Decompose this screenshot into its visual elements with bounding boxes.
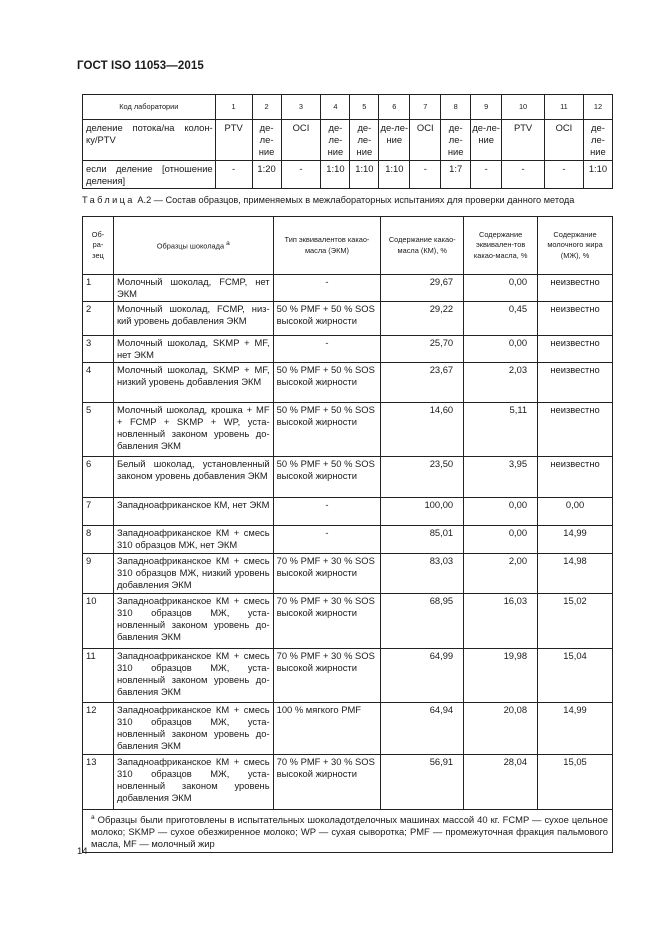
milk-fat-cell: 15,04 — [538, 649, 613, 703]
ekm-content-cell: 2,03 — [464, 363, 538, 403]
split-ratio-label: если деление [отношение деления] — [83, 161, 216, 189]
ekm-type-cell: 50 % PMF + 50 % SOS высокой жирности — [273, 457, 381, 498]
cocoa-butter-cell: 85,01 — [381, 526, 464, 554]
sample-number-cell: 6 — [83, 457, 114, 498]
sample-number-cell: 10 — [83, 594, 114, 649]
sample-description-cell: Западноафриканское КМ, нет ЭКМ — [113, 498, 273, 526]
composition-row — [83, 498, 613, 526]
cocoa-butter-cell: 64,94 — [381, 703, 464, 755]
footnote-row — [83, 810, 613, 853]
composition-row — [83, 457, 613, 498]
footnote — [83, 810, 613, 853]
sample-number-cell: 1 — [83, 275, 114, 302]
ekm-type-cell: 70 % PMF + 30 % SOS высокой жирности — [273, 755, 381, 810]
ekm-content-cell: 0,00 — [464, 336, 538, 363]
split-ratio-cell: - — [471, 161, 502, 189]
split-ratio-cell: 1:10 — [379, 161, 410, 189]
split-mode-cell: PTV — [502, 120, 545, 161]
ekm-type-cell: 70 % PMF + 30 % SOS высокой жирности — [273, 554, 381, 594]
lab-code: 12 — [583, 95, 612, 120]
split-mode-cell: OCI — [545, 120, 584, 161]
sample-description-cell: Молочный шоколад, FCMP, нет ЭКМ — [113, 275, 273, 302]
composition-header-row — [83, 217, 613, 275]
split-mode-cell: OCI — [281, 120, 321, 161]
cocoa-butter-cell: 25,70 — [381, 336, 464, 363]
ekm-type-cell: 70 % PMF + 30 % SOS высокой жирности — [273, 594, 381, 649]
milk-fat-cell: неизвестно — [538, 336, 613, 363]
split-mode-cell: де-ле-ние — [471, 120, 502, 161]
header-sample-note: а — [226, 240, 230, 248]
sample-description-cell: Молочный шоколад, SKMP + MF, низкий уровень добавления ЭКМ — [113, 363, 273, 403]
sample-number-cell: 12 — [83, 703, 114, 755]
sample-composition-table — [82, 216, 613, 853]
header-sample-number: Об-ра-зец — [83, 217, 114, 275]
cocoa-butter-cell: 64,99 — [381, 649, 464, 703]
cocoa-butter-cell: 56,91 — [381, 755, 464, 810]
ekm-content-cell: 28,04 — [464, 755, 538, 810]
sample-description-cell: Молочный шоколад, SKMP + MF, нет ЭКМ — [113, 336, 273, 363]
ekm-content-cell: 16,03 — [464, 594, 538, 649]
split-ratio-cell: - — [281, 161, 321, 189]
sample-number-cell: 7 — [83, 498, 114, 526]
split-mode-cell: де-ле-ние — [252, 120, 281, 161]
sample-number-cell: 3 — [83, 336, 114, 363]
ekm-content-cell: 0,45 — [464, 302, 538, 336]
composition-row — [83, 363, 613, 403]
composition-row — [83, 649, 613, 703]
milk-fat-cell: 0,00 — [538, 498, 613, 526]
header-ekm-content: Содержание эквивален-тов какао-масла, % — [464, 217, 538, 275]
ekm-type-cell: - — [273, 336, 381, 363]
cocoa-butter-cell: 29,67 — [381, 275, 464, 302]
split-ratio-cell: 1:7 — [441, 161, 471, 189]
milk-fat-cell: 15,05 — [538, 755, 613, 810]
lab-code: 8 — [441, 95, 471, 120]
cocoa-butter-cell: 14,60 — [381, 403, 464, 457]
ekm-type-cell: 100 % мягкого PMF — [273, 703, 381, 755]
composition-row — [83, 594, 613, 649]
split-mode-row — [83, 120, 613, 161]
table-caption-text: А.2 — Состав образцов, применяемых в межлабораторных испытаниях для проверки данного метода — [137, 195, 575, 205]
lab-code: 1 — [215, 95, 252, 120]
sample-number-cell: 9 — [83, 554, 114, 594]
cocoa-butter-cell: 23,67 — [381, 363, 464, 403]
composition-row — [83, 554, 613, 594]
lab-code: 4 — [321, 95, 350, 120]
ekm-type-cell: 50 % PMF + 50 % SOS высокой жирности — [273, 403, 381, 457]
lab-code: 11 — [545, 95, 584, 120]
sample-description-cell: Западноафриканское КМ + смесь 310 образцов МЖ, низкий уровень добавления ЭКМ — [113, 554, 273, 594]
lab-code-header-label: Код лаборатории — [83, 95, 216, 120]
milk-fat-cell: неизвестно — [538, 457, 613, 498]
sample-description-cell: Западноафриканское КМ + смесь 310 образцов МЖ, уста-новленный законом уровень до-бавления ЭКМ — [113, 594, 273, 649]
ekm-type-cell: - — [273, 526, 381, 554]
lab-code: 5 — [350, 95, 379, 120]
ekm-type-cell: - — [273, 498, 381, 526]
split-ratio-cell: - — [215, 161, 252, 189]
composition-row — [83, 403, 613, 457]
sample-description-cell: Молочный шоколад, крошка + MF + FCMP + SKMP + WP, уста-новленный законом уровень до-бавления ЭКМ — [113, 403, 273, 457]
split-ratio-cell: - — [545, 161, 584, 189]
sample-number-cell: 8 — [83, 526, 114, 554]
ekm-type-cell: - — [273, 275, 381, 302]
milk-fat-cell: неизвестно — [538, 275, 613, 302]
sample-number-cell: 5 — [83, 403, 114, 457]
ekm-content-cell: 2,00 — [464, 554, 538, 594]
ekm-type-cell: 70 % PMF + 30 % SOS высокой жирности — [273, 649, 381, 703]
header-ekm-type: Тип эквивалентов какао-масла (ЭКМ) — [273, 217, 381, 275]
milk-fat-cell: неизвестно — [538, 302, 613, 336]
split-mode-cell: де-ле-ние — [321, 120, 350, 161]
lab-code-header-row — [83, 95, 613, 120]
split-mode-cell: де-ле-ние — [441, 120, 471, 161]
composition-row — [83, 755, 613, 810]
lab-code: 3 — [281, 95, 321, 120]
table-caption-prefix: Таблица — [82, 195, 135, 205]
milk-fat-cell: неизвестно — [538, 363, 613, 403]
split-ratio-row — [83, 161, 613, 189]
sample-description-cell: Молочный шоколад, FCMP, низ-кий уровень добавления ЭКМ — [113, 302, 273, 336]
footnote-mark: а — [91, 814, 95, 821]
composition-row — [83, 703, 613, 755]
milk-fat-cell: 14,98 — [538, 554, 613, 594]
lab-code: 7 — [410, 95, 441, 120]
ekm-content-cell: 0,00 — [464, 275, 538, 302]
ekm-content-cell: 3,95 — [464, 457, 538, 498]
sample-description-cell: Белый шоколад, установленный законом уровень добавления ЭКМ — [113, 457, 273, 498]
split-ratio-cell: 1:10 — [350, 161, 379, 189]
header-milk-fat: Содержание молочного жира (МЖ), % — [538, 217, 613, 275]
header-sample-label: Образцы шоколада — [156, 241, 225, 251]
ekm-content-cell: 20,08 — [464, 703, 538, 755]
milk-fat-cell: 15,02 — [538, 594, 613, 649]
ekm-content-cell: 5,11 — [464, 403, 538, 457]
ekm-content-cell: 0,00 — [464, 526, 538, 554]
sample-number-cell: 11 — [83, 649, 114, 703]
sample-description-cell: Западноафриканское КМ + смесь 310 образцов МЖ, уста-новленный законом уровень до-бавления ЭКМ — [113, 703, 273, 755]
cocoa-butter-cell: 68,95 — [381, 594, 464, 649]
split-ratio-cell: 1:10 — [321, 161, 350, 189]
sample-description-cell: Западноафриканское КМ + смесь 310 образцов МЖ, нет ЭКМ — [113, 526, 273, 554]
cocoa-butter-cell: 83,03 — [381, 554, 464, 594]
ekm-type-cell: 50 % PMF + 50 % SOS высокой жирности — [273, 302, 381, 336]
lab-code: 9 — [471, 95, 502, 120]
split-mode-cell: де-ле-ние — [350, 120, 379, 161]
milk-fat-cell: неизвестно — [538, 403, 613, 457]
sample-description-cell: Западноафриканское КМ + смесь 310 образцов МЖ, уста-новленный законом уровень добавления ЭКМ — [113, 755, 273, 810]
composition-row — [83, 526, 613, 554]
split-ratio-cell: - — [410, 161, 441, 189]
lab-code: 2 — [252, 95, 281, 120]
split-mode-label: деление потока/на колон-ку/PTV — [83, 120, 216, 161]
header-sample — [113, 217, 273, 275]
split-mode-cell: OCI — [410, 120, 441, 161]
footnote-text: Образцы были приготовлены в испытательных шоколадотделочных машинах массой 40 кг. FCMP — сухое цельное молоко; SKMP — сухое обезжиренное молоко; WP — сухая сыворотка; PMF — промежуточная фракция пальмового масла, MF — молочный жир — [91, 814, 608, 850]
ekm-content-cell: 0,00 — [464, 498, 538, 526]
split-ratio-cell: 1:10 — [583, 161, 612, 189]
header-cocoa-butter: Содержание какао-масла (КМ), % — [381, 217, 464, 275]
sample-number-cell: 2 — [83, 302, 114, 336]
document-title: ГОСТ ISO 11053—2015 — [77, 60, 204, 72]
lab-code: 6 — [379, 95, 410, 120]
split-ratio-cell: - — [502, 161, 545, 189]
lab-code: 10 — [502, 95, 545, 120]
cocoa-butter-cell: 23,50 — [381, 457, 464, 498]
page-number: 14 — [77, 846, 88, 857]
cocoa-butter-cell: 29,22 — [381, 302, 464, 336]
composition-row — [83, 336, 613, 363]
split-mode-cell: де-ле-ние — [379, 120, 410, 161]
lab-code-table — [82, 94, 613, 189]
table-caption — [82, 195, 617, 205]
milk-fat-cell: 14,99 — [538, 526, 613, 554]
ekm-content-cell: 19,98 — [464, 649, 538, 703]
split-mode-cell: де-ле-ние — [583, 120, 612, 161]
split-mode-cell: PTV — [215, 120, 252, 161]
composition-row — [83, 302, 613, 336]
sample-description-cell: Западноафриканское КМ + смесь 310 образцов МЖ, уста-новленный законом уровень до-бавления ЭКМ — [113, 649, 273, 703]
milk-fat-cell: 14,99 — [538, 703, 613, 755]
composition-row — [83, 275, 613, 302]
sample-number-cell: 13 — [83, 755, 114, 810]
ekm-type-cell: 50 % PMF + 50 % SOS высокой жирности — [273, 363, 381, 403]
sample-number-cell: 4 — [83, 363, 114, 403]
split-ratio-cell: 1:20 — [252, 161, 281, 189]
cocoa-butter-cell: 100,00 — [381, 498, 464, 526]
